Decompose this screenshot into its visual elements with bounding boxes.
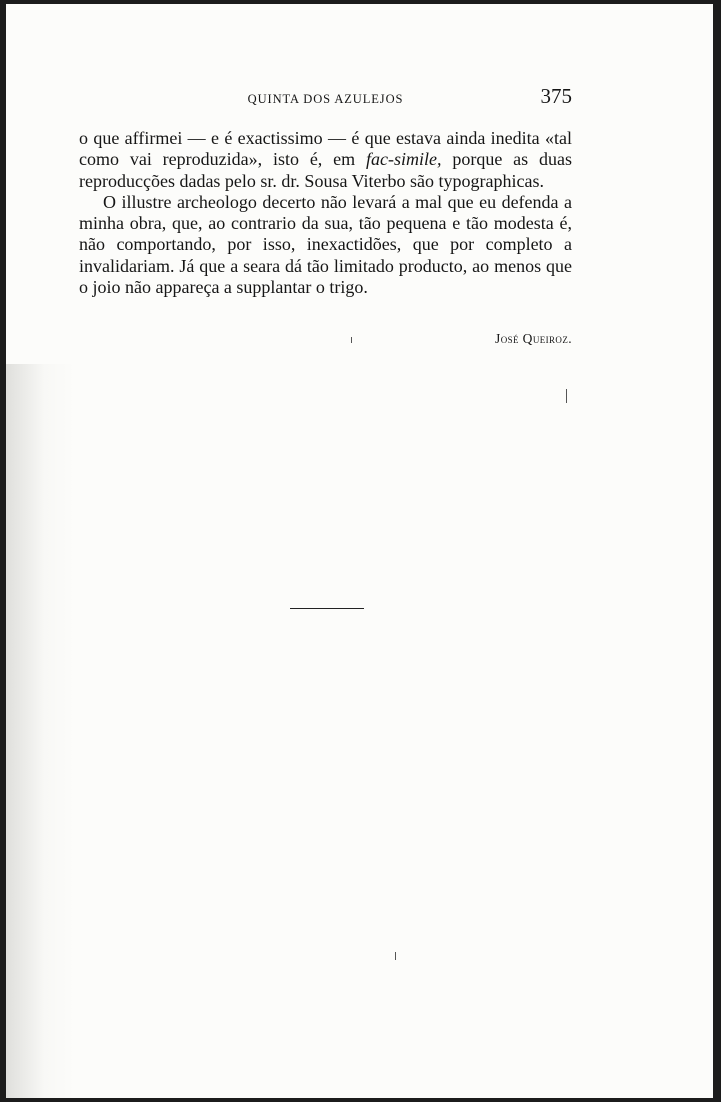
paragraph-1 xyxy=(79,128,572,192)
paragraph-1-text-a: o que affirmei — e é exactissimo — é que estava ainda inedita «tal como vai reproduzida», isto é, em xyxy=(79,128,572,170)
book-page xyxy=(6,4,713,1098)
scan-speck xyxy=(395,952,396,960)
body-text xyxy=(79,128,572,298)
paragraph-1-text-b: porque as duas reproducções dadas pelo sr. dr. Sousa Viterbo são typographicas. xyxy=(79,149,572,191)
paragraph-2: O illustre archeologo decerto não levará a mal que eu defenda a minha obra, que, ao contrario da sua, tão pequena e tão modesta é, não comportando, por isso, inexactidões, que por completo a invalidariam. Já que a seara dá tão limitado producto, ao menos que o joio não appareça a supplantar o trigo. xyxy=(79,191,572,298)
running-title: QUINTA DOS AZULEJOS xyxy=(247,92,404,106)
closing-rule xyxy=(290,608,364,609)
paragraph-1-italic: fac-simile, xyxy=(366,149,442,170)
scan-speck xyxy=(351,337,352,343)
author-signature: José Queiroz. xyxy=(495,331,572,346)
scan-speck xyxy=(566,389,567,403)
running-header xyxy=(79,84,572,114)
page-edge-shadow xyxy=(6,364,76,1098)
page-number: 375 xyxy=(540,84,572,108)
